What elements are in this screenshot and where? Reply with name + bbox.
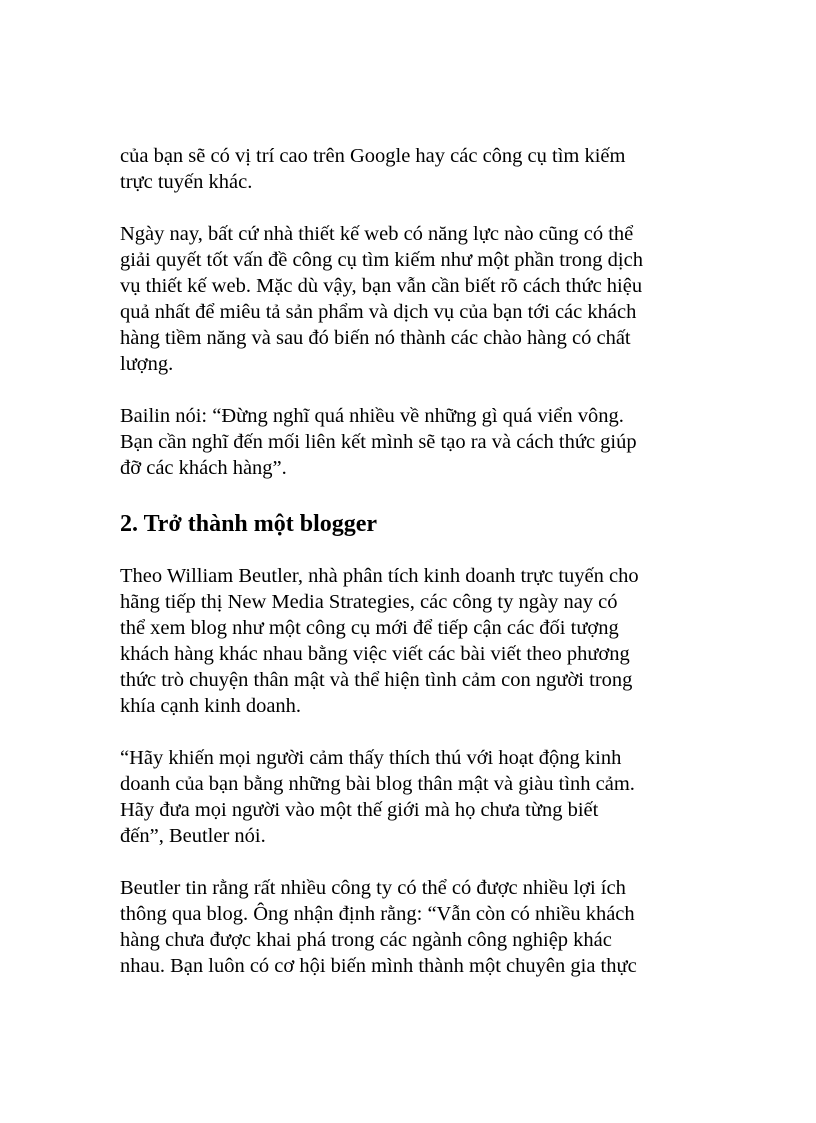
- paragraph-spacer: [120, 719, 720, 745]
- paragraph-search-ranking: [120, 143, 720, 195]
- text-line: Bạn cần nghĩ đến mối liên kết mình sẽ tạo ra và cách thức giúp: [120, 431, 637, 453]
- text-line: giải quyết tốt vấn đề công cụ tìm kiếm như một phần trong dịch: [120, 249, 643, 271]
- text-line: Beutler tin rằng rất nhiều công ty có thể có được nhiều lợi ích: [120, 877, 626, 899]
- paragraph-spacer: [120, 849, 720, 875]
- document-page: [120, 143, 720, 979]
- text-line: nhau. Bạn luôn có cơ hội biến mình thành một chuyên gia thực: [120, 955, 637, 977]
- text-line: đến”, Beutler nói.: [120, 825, 266, 847]
- text-line: khía cạnh kinh doanh.: [120, 695, 302, 717]
- text-line: doanh của bạn bằng những bài blog thân mật và giàu tình cảm.: [120, 773, 635, 795]
- text-line: của bạn sẽ có vị trí cao trên Google hay các công cụ tìm kiếm: [120, 145, 626, 167]
- paragraph-beutler-intro: [120, 563, 720, 719]
- paragraph-spacer: [120, 377, 720, 403]
- text-line: Hãy đưa mọi người vào một thế giới mà họ chưa từng biết: [120, 799, 599, 821]
- text-line: lượng.: [120, 353, 174, 375]
- text-line: đỡ các khách hàng”.: [120, 457, 287, 479]
- text-line: hãng tiếp thị New Media Strategies, các công ty ngày nay có: [120, 591, 618, 613]
- paragraph-spacer: [120, 539, 720, 563]
- text-line: Bailin nói: “Đừng nghĩ quá nhiều về những gì quá viển vông.: [120, 405, 624, 427]
- text-line: hàng chưa được khai phá trong các ngành công nghiệp khác: [120, 929, 612, 951]
- text-line: Ngày nay, bất cứ nhà thiết kế web có năng lực nào cũng có thể: [120, 223, 634, 245]
- text-line: trực tuyến khác.: [120, 171, 253, 193]
- paragraph-spacer: [120, 481, 720, 509]
- paragraph-spacer: [120, 195, 720, 221]
- text-line: quả nhất để miêu tả sản phẩm và dịch vụ của bạn tới các khách: [120, 301, 637, 323]
- paragraph-web-designer: [120, 221, 720, 377]
- text-line: hàng tiềm năng và sau đó biến nó thành các chào hàng có chất: [120, 327, 631, 349]
- paragraph-beutler-quote: [120, 745, 720, 849]
- paragraph-beutler-benefits: [120, 875, 720, 979]
- text-line: thể xem blog như một công cụ mới để tiếp cận các đối tượng: [120, 617, 619, 639]
- text-line: khách hàng khác nhau bằng việc viết các bài viết theo phương: [120, 643, 630, 665]
- paragraph-bailin-quote: [120, 403, 720, 481]
- text-line: Theo William Beutler, nhà phân tích kinh doanh trực tuyến cho: [120, 565, 639, 587]
- text-line: thông qua blog. Ông nhận định rằng: “Vẫn còn có nhiều khách: [120, 903, 635, 925]
- text-line: “Hãy khiến mọi người cảm thấy thích thú với hoạt động kinh: [120, 747, 622, 769]
- text-line: vụ thiết kế web. Mặc dù vậy, bạn vẫn cần biết rõ cách thức hiệu: [120, 275, 643, 297]
- section-heading: 2. Trở thành một blogger: [120, 511, 378, 537]
- text-line: thức trò chuyện thân mật và thể hiện tình cảm con người trong: [120, 669, 633, 691]
